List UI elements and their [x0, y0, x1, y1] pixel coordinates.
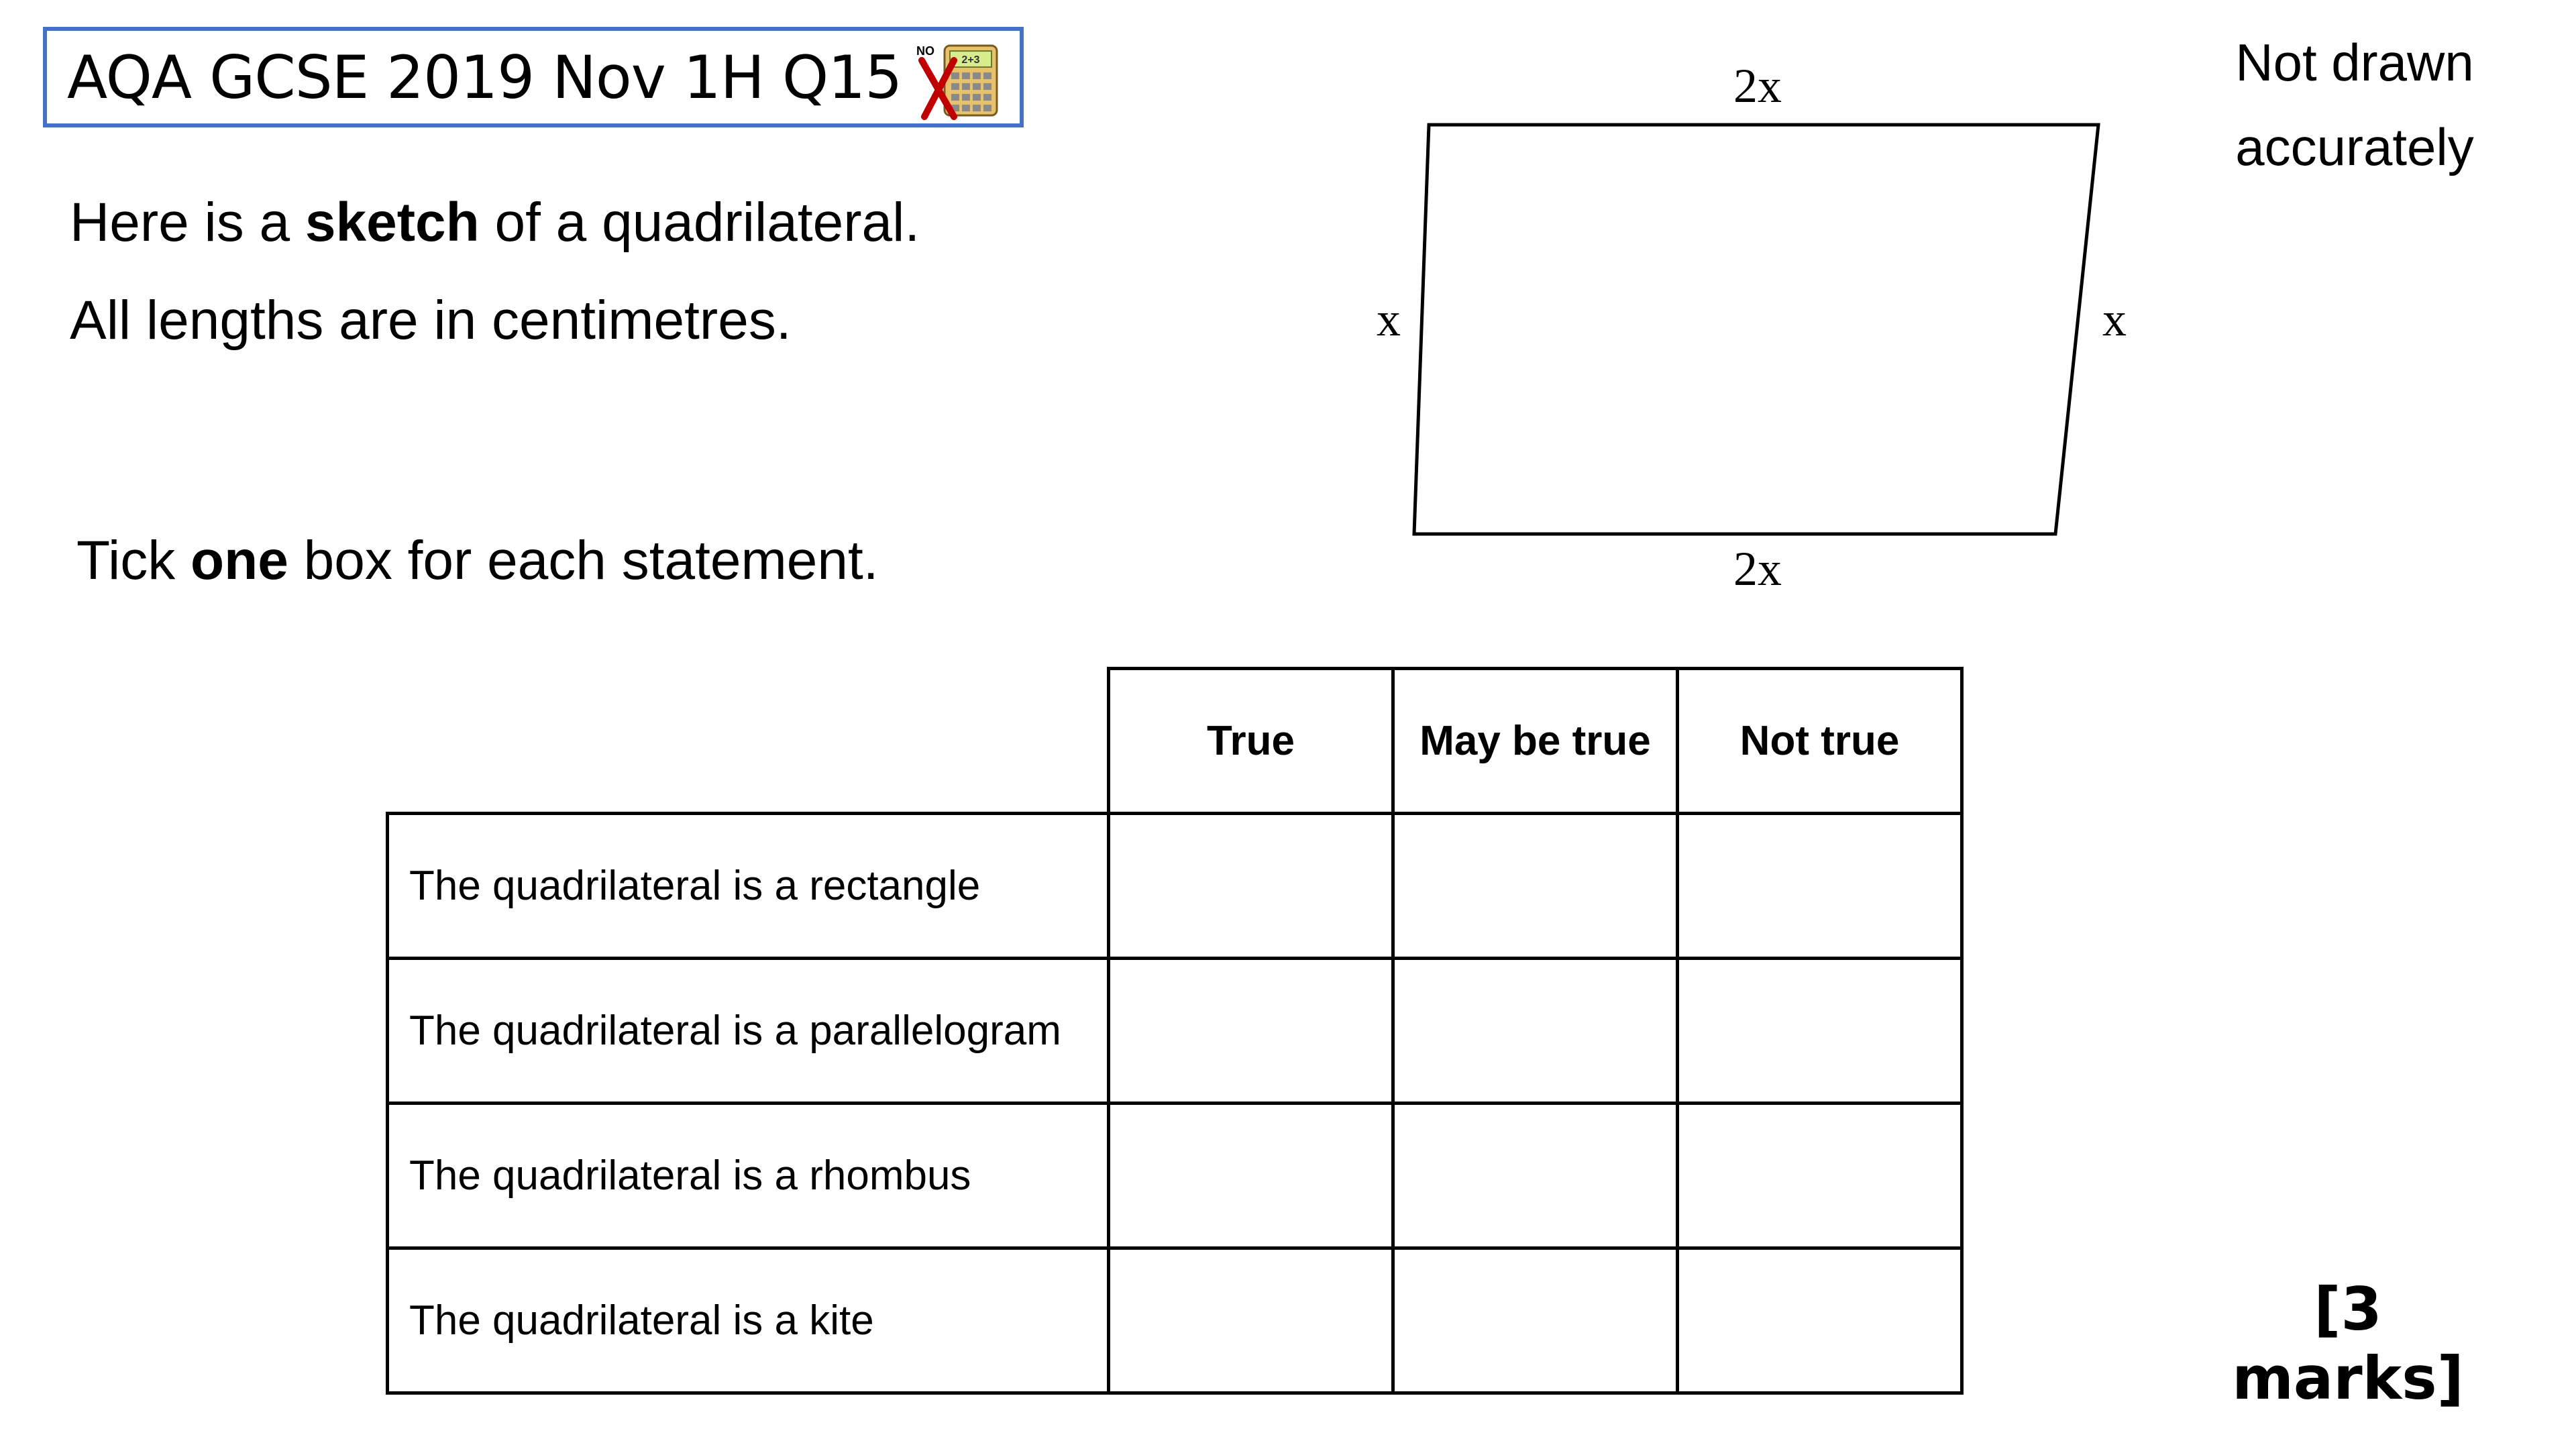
tick-box-parallelogram-true[interactable] [1109, 959, 1393, 1104]
label-bottom: 2x [1733, 542, 1782, 596]
column-header-not-true: Not true [1678, 669, 1962, 814]
tick-box-parallelogram-may-be-true[interactable] [1393, 959, 1678, 1104]
instruction: Tick one box for each statement. [76, 530, 879, 591]
table-row [388, 1248, 1962, 1393]
tick-box-kite-may-be-true[interactable] [1393, 1248, 1678, 1393]
statement-kite: The quadrilateral is a kite [388, 1248, 1109, 1393]
table-row [388, 959, 1962, 1104]
tick-box-rhombus-not-true[interactable] [1678, 1104, 1962, 1248]
tick-box-kite-not-true[interactable] [1678, 1248, 1962, 1393]
label-top: 2x [1733, 59, 1782, 113]
label-left: x [1377, 292, 1401, 346]
label-right: x [2102, 292, 2127, 346]
statement-rhombus: The quadrilateral is a rhombus [388, 1104, 1109, 1248]
calculator-display: 2+3 [961, 54, 980, 66]
column-header-may-be-true: May be true [1393, 669, 1678, 814]
quadrilateral-shape [1414, 125, 2098, 534]
not-drawn-accurately-note: Not drawn accurately [2235, 33, 2474, 176]
tick-box-rectangle-not-true[interactable] [1678, 814, 1962, 959]
tick-box-rhombus-may-be-true[interactable] [1393, 1104, 1678, 1248]
table-corner [388, 669, 1109, 814]
tick-box-rectangle-true[interactable] [1109, 814, 1393, 959]
tick-box-kite-true[interactable] [1109, 1248, 1393, 1393]
statement-rectangle: The quadrilateral is a rectangle [388, 814, 1109, 959]
page-title: AQA GCSE 2019 Nov 1H Q15 [67, 43, 902, 112]
statements-table [386, 667, 1964, 1395]
table-row [388, 1104, 1962, 1248]
table-header-row [388, 669, 1962, 814]
column-header-true: True [1109, 669, 1393, 814]
intro-line-1: Here is a sketch of a quadrilateral. [70, 192, 920, 253]
marks-label: [3 marks] [2232, 1275, 2464, 1413]
calculator-badge: NO [916, 44, 934, 58]
intro-line-2: All lengths are in centimetres. [70, 290, 792, 351]
tick-box-parallelogram-not-true[interactable] [1678, 959, 1962, 1104]
table-row [388, 814, 1962, 959]
tick-box-rhombus-true[interactable] [1109, 1104, 1393, 1248]
statement-parallelogram: The quadrilateral is a parallelogram [388, 959, 1109, 1104]
tick-box-rectangle-may-be-true[interactable] [1393, 814, 1678, 959]
